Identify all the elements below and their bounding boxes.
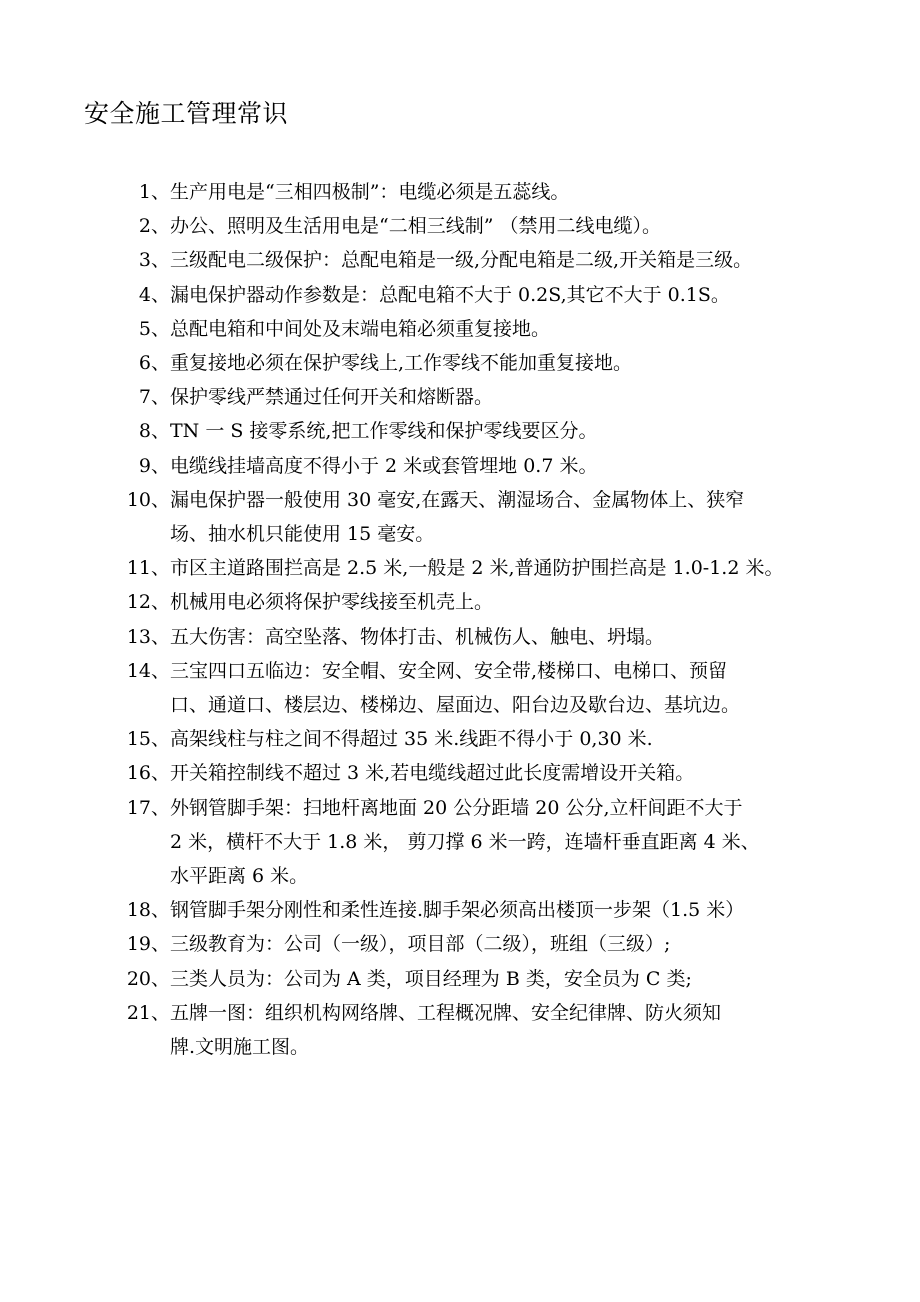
list-item	[0, 791, 830, 894]
list-item	[0, 278, 830, 312]
list-item	[0, 312, 830, 346]
item-number: 16、	[126, 762, 170, 785]
list-item	[0, 209, 830, 243]
item-text-line: 三级教育为：公司（一级），项目部（二级），班组（三级）;	[170, 933, 671, 956]
list-item	[0, 380, 830, 414]
list-item	[0, 243, 830, 277]
list-item	[0, 756, 830, 790]
item-number: 17、	[126, 796, 170, 819]
document-title: 安全施工管理常识	[84, 99, 289, 128]
item-number: 13、	[126, 625, 170, 648]
item-text-line: 三宝四口五临边：安全帽、安全网、安全带,楼梯口、电梯口、预留	[170, 659, 728, 682]
list-item	[0, 483, 830, 551]
list-item	[0, 927, 830, 961]
list-item	[0, 414, 830, 448]
item-number: 5、	[138, 317, 170, 340]
item-number: 20、	[126, 967, 170, 990]
item-text-line: 三类人员为：公司为 A 类，项目经理为 B 类，安全员为 C 类;	[170, 967, 692, 990]
item-text-line: 办公、照明及生活用电是“二相三线制” （禁用二线电缆）。	[170, 215, 661, 238]
list-item	[0, 996, 830, 1064]
item-number: 8、	[138, 420, 170, 443]
list-item	[0, 449, 830, 483]
item-number: 1、	[138, 181, 170, 203]
item-text-line: 2 米，横杆不大于 1.8 米， 剪刀撑 6 米一跨，连墙杆垂直距离 4 米、	[170, 830, 760, 853]
list-item	[0, 175, 830, 209]
safety-rules-list	[0, 175, 920, 1064]
item-number: 10、	[126, 488, 170, 511]
list-item	[0, 893, 830, 927]
item-text-line: 水平距离 6 米。	[170, 865, 309, 888]
list-item	[0, 722, 830, 756]
item-number: 9、	[138, 454, 170, 477]
list-item	[0, 585, 830, 619]
item-text-line: 口、通道口、楼层边、楼梯边、屋面边、阳台边及歇台边、基坑边。	[170, 694, 741, 717]
item-number: 6、	[138, 352, 170, 375]
item-text-line: 钢管脚手架分刚性和柔性连接.脚手架必须高出楼顶一步架（1.5 米）	[170, 899, 745, 922]
item-number: 3、	[138, 249, 170, 272]
item-number: 14、	[126, 659, 170, 682]
item-text-line: 外钢管脚手架：扫地杆离地面 20 公分距墙 20 公分,立杆间距不大于	[170, 796, 743, 819]
item-number: 11、	[126, 557, 170, 580]
item-text-line: 五牌一图：组织机构网络牌、工程概况牌、安全纪律牌、防火须知	[170, 1001, 722, 1024]
list-item	[0, 346, 830, 380]
item-number: 21、	[126, 1001, 170, 1024]
item-number: 7、	[138, 386, 170, 409]
item-text-line: 开关箱控制线不超过 3 米,若电缆线超过此长度需增设开关箱。	[170, 762, 695, 785]
item-number: 12、	[126, 591, 170, 614]
item-text-line: 电缆线挂墙高度不得小于 2 米或套管埋地 0.7 米。	[170, 454, 598, 477]
list-item	[0, 551, 830, 585]
item-text-line: 三级配电二级保护：总配电箱是一级,分配电箱是二级,开关箱是三级。	[170, 249, 753, 272]
item-number: 19、	[126, 933, 170, 956]
item-number: 15、	[126, 728, 170, 751]
list-item	[0, 620, 830, 654]
item-number: 4、	[138, 283, 170, 306]
item-text-line: 牌.文明施工图。	[170, 1036, 310, 1059]
item-text-line: 漏电保护器一般使用 30 毫安,在露天、潮湿场合、金属物体上、狭窄	[170, 488, 745, 511]
item-text-line: 总配电箱和中间处及末端电箱必须重复接地。	[170, 317, 551, 340]
item-text-line: 重复接地必须在保护零线上,工作零线不能加重复接地。	[170, 352, 633, 375]
item-text-line: 保护零线严禁通过任何开关和熔断器。	[170, 386, 494, 409]
item-number: 18、	[126, 899, 170, 922]
item-text-line: 高架线柱与柱之间不得超过 35 米.线距不得小于 0,30 米.	[170, 728, 653, 751]
item-text-line: 生产用电是“三相四极制”：电缆必须是五蕊线。	[170, 181, 570, 203]
list-item	[0, 962, 830, 996]
item-text-line: 漏电保护器动作参数是：总配电箱不大于 0.2S,其它不大于 0.1S。	[170, 283, 730, 306]
item-text-line: 机械用电必须将保护零线接至机壳上。	[170, 591, 494, 614]
item-text-line: TN 一 S 接零系统,把工作零线和保护零线要区分。	[170, 420, 598, 443]
list-item	[0, 654, 830, 722]
item-text-line: 市区主道路围拦高是 2.5 米,一般是 2 米,普通防护围拦高是 1.0-1.2 米。	[170, 557, 784, 580]
item-text-line: 场、抽水机只能使用 15 毫安。	[170, 523, 435, 546]
item-number: 2、	[138, 215, 170, 238]
item-text-line: 五大伤害：高空坠落、物体打击、机械伤人、触电、坍塌。	[170, 625, 665, 648]
